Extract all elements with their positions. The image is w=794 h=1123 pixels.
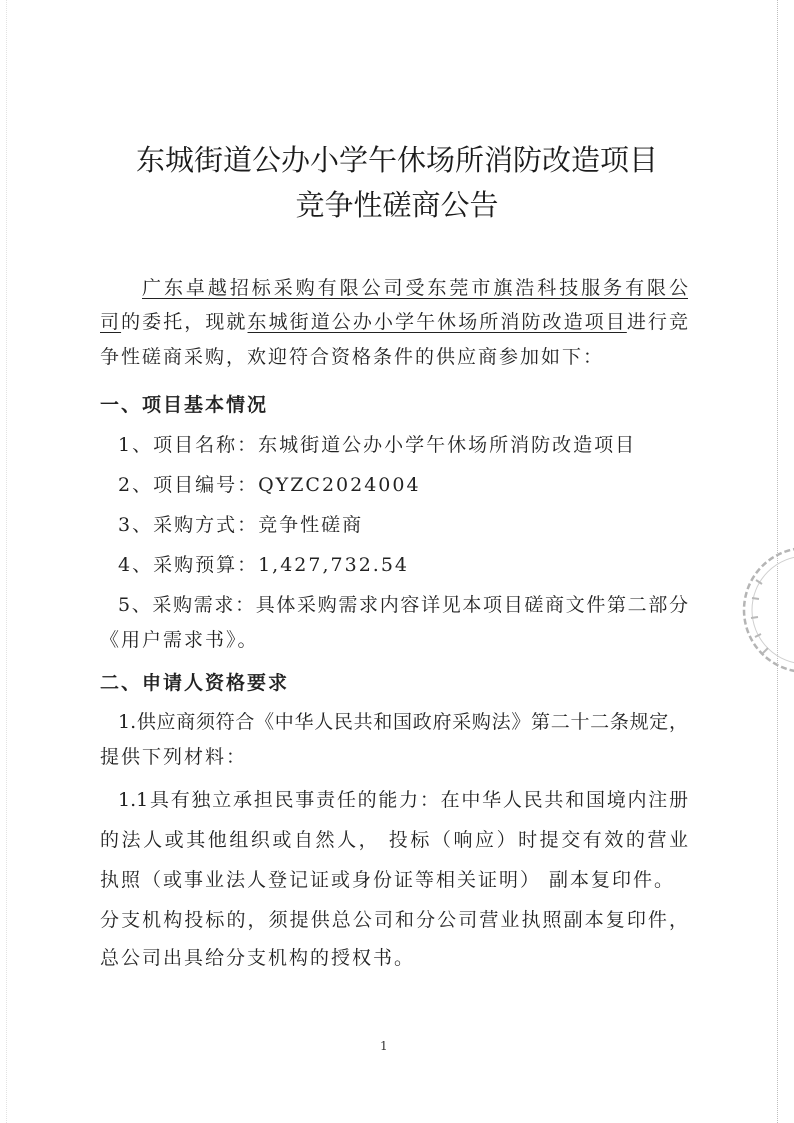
- procurement-budget-item: 4、采购预算：1,427,732.54: [118, 554, 410, 576]
- document-title-line2: 竞争性磋商公告: [295, 188, 499, 222]
- page-number: 1: [380, 1039, 388, 1053]
- document-title-line1: 东城街道公办小学午休场所消防改造项目: [135, 143, 658, 177]
- qualification-line6: 分支机构投标的，须提供总公司和分公司营业执照副本复印件，: [100, 909, 688, 931]
- qualification-line7: 总公司出具给分支机构的授权书。: [100, 947, 416, 969]
- intro-project-name: 东城街道公办小学午休场所消防改造项目: [247, 311, 627, 333]
- intro-line3: 争性磋商采购，欢迎符合资格条件的供应商参加如下：: [100, 346, 605, 368]
- intro-continue-text: 进行竞: [626, 311, 688, 333]
- intro-commission-text: 的委托，现就: [121, 311, 248, 333]
- qualification-line2: 提供下列材料：: [100, 746, 248, 768]
- qualification-line3: 1.1具有独立承担民事责任的能力：在中华人民共和国境内注册: [118, 789, 688, 811]
- project-name-item: 1、项目名称：东城街道公办小学午休场所消防改造项目: [118, 434, 637, 456]
- qualification-line1: 1.供应商须符合《中华人民共和国政府采购法》第二十二条规定，: [118, 711, 688, 733]
- intro-line1: [142, 276, 688, 300]
- qualification-line5: 执照（或事业法人登记证或身份证等相关证明） 副本复印件。: [100, 869, 676, 891]
- intro-agency-text: 广东卓越招标采购有限公司受东莞市旗浩科技服务有限公: [142, 277, 688, 299]
- intro-line2: [100, 310, 688, 334]
- seal-stamp: [734, 540, 794, 680]
- procurement-method-item: 3、采购方式：竞争性磋商: [118, 514, 364, 536]
- intro-client-end: 司: [100, 311, 122, 333]
- section1-heading: 一、项目基本情况: [100, 394, 269, 416]
- qualification-line4: 的法人或其他组织或自然人， 投标（响应）时提交有效的营业: [100, 829, 688, 851]
- section2-heading: 二、申请人资格要求: [100, 672, 290, 694]
- project-number-item: 2、项目编号：QYZC2024004: [118, 474, 421, 496]
- procurement-requirement-item-line2: 《用户需求书》。: [100, 629, 259, 651]
- seal-stamp-graphic: [734, 540, 794, 680]
- procurement-requirement-item-line1: 5、采购需求：具体采购需求内容详见本项目磋商文件第二部分: [118, 594, 688, 616]
